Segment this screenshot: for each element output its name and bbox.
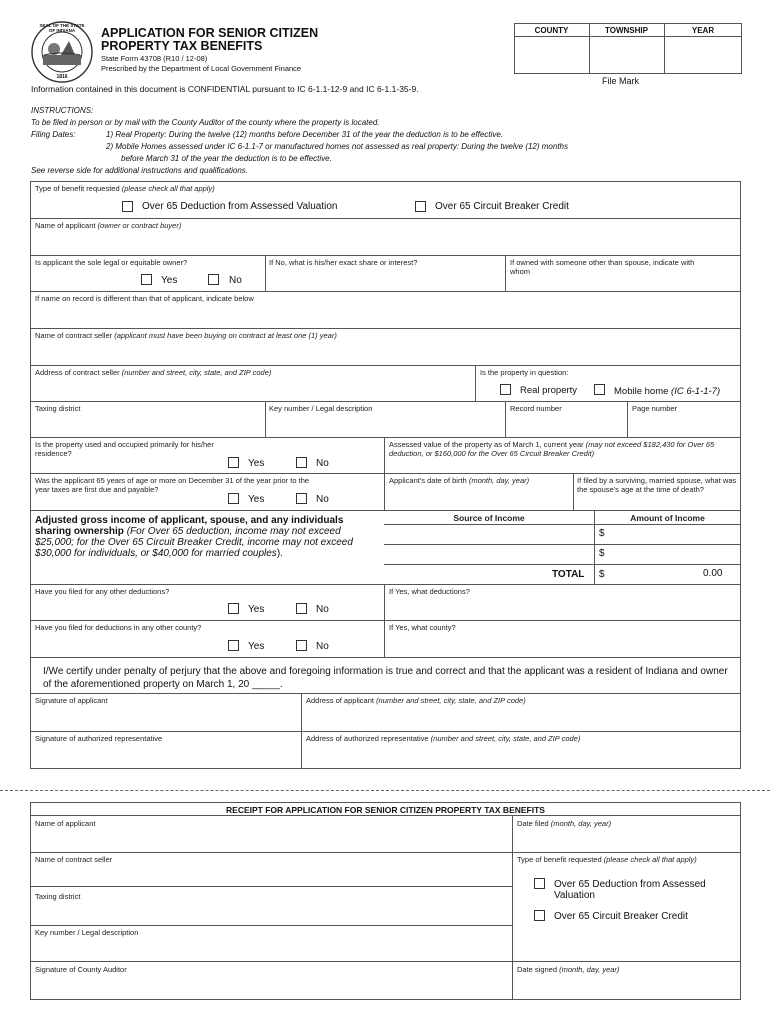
county-input[interactable] (515, 37, 588, 73)
real-property-checkbox[interactable] (500, 384, 511, 395)
what-county-input[interactable] (385, 633, 740, 656)
seal-year: 1816 (56, 74, 68, 80)
filing-item2: 2) Mobile Homes assessed under IC 6-1.1-7 or manufactured homes not assessed as real property: During the twelve (12) months (106, 142, 568, 151)
seller-name-input[interactable] (31, 341, 740, 364)
circuit-breaker-label: Over 65 Circuit Breaker Credit (435, 201, 569, 212)
form-title-line2: PROPERTY TAX BENEFITS (101, 39, 263, 53)
other-deductions-yes-checkbox[interactable] (228, 603, 239, 614)
township-input[interactable] (590, 37, 663, 73)
form-title-line1: APPLICATION FOR SENIOR CITIZEN (101, 26, 319, 40)
other-deductions-yes-label: Yes (248, 604, 265, 615)
township-label: TOWNSHIP (605, 26, 648, 35)
other-county-yes-label: Yes (248, 641, 265, 652)
receipt-over65-deduction-line1: Over 65 Deduction from Assessed (554, 879, 706, 890)
income-source-2-input[interactable] (385, 545, 593, 563)
page-number-input[interactable] (628, 414, 740, 436)
residence-yes-checkbox[interactable] (228, 457, 239, 468)
receipt-date-filed-input[interactable] (513, 829, 740, 851)
receipt-benefit-type-label: Type of benefit requested (please check all that apply) (517, 855, 697, 864)
receipt-seller-name-input[interactable] (31, 865, 511, 885)
other-county-label: Have you filed for deductions in any other county? (35, 623, 202, 632)
other-county-no-label: No (316, 641, 329, 652)
other-deductions-label: Have you filed for any other deductions? (35, 587, 170, 596)
year-input[interactable] (665, 37, 741, 73)
applicant-name-label: Name of applicant (owner or contract buyer) (35, 221, 182, 230)
owned-with-label: If owned with someone other than spouse, indicate with whom (510, 258, 695, 276)
income-source-1-input[interactable] (385, 525, 593, 543)
receipt-auditor-sig-label: Signature of County Auditor (35, 965, 127, 974)
what-deductions-label: If Yes, what deductions? (389, 587, 470, 596)
applicant-name-input[interactable] (31, 231, 740, 254)
receipt-title: RECEIPT FOR APPLICATION FOR SENIOR CITIZEN PROPERTY TAX BENEFITS (226, 805, 545, 815)
key-number-label: Key number / Legal description (269, 404, 373, 413)
source-income-label: Source of Income (453, 513, 525, 523)
filing-item1: 1) Real Property: During the twelve (12) months before December 31 of the year the deduction is to be effective. (106, 130, 504, 139)
seal-text: SEAL OF THE STATE OF INDIANA (39, 23, 85, 33)
instructions-heading: INSTRUCTIONS: (31, 106, 94, 115)
receipt-taxing-district-label: Taxing district (35, 892, 81, 901)
name-record-input[interactable] (31, 304, 740, 327)
dob-input[interactable] (385, 486, 572, 509)
prescribed-by: Prescribed by the Department of Local Government Finance (101, 64, 302, 73)
receipt-date-filed-label: Date filed (month, day, year) (517, 819, 612, 828)
seller-address-input[interactable] (31, 378, 474, 400)
income-dollar-2: $ (599, 548, 605, 559)
total-dollar: $ (599, 569, 605, 580)
record-number-input[interactable] (506, 414, 626, 436)
assessed-value-label: Assessed value of the property as of March 1, current year (may not exceed $182,430 for Over 65 deduction, or $160,000 for the Over 65 Circuit Breaker Credit) (389, 440, 715, 458)
key-number-input[interactable] (266, 414, 504, 436)
receipt-applicant-name-label: Name of applicant (35, 819, 96, 828)
income-dollar-1: $ (599, 528, 605, 539)
year-label: YEAR (691, 26, 715, 35)
owned-with-input[interactable] (506, 276, 740, 290)
address-rep-input[interactable] (302, 744, 740, 768)
seller-name-label: Name of contract seller (applicant must have been buying on contract at least one (1) year) (35, 331, 337, 340)
circuit-breaker-checkbox[interactable] (415, 201, 426, 212)
receipt-applicant-name-input[interactable] (31, 829, 511, 851)
other-county-yes-checkbox[interactable] (228, 640, 239, 651)
receipt-over65-deduction-line2: Valuation (554, 890, 595, 901)
instructions-line1: To be filed in person or by mail with the County Auditor of the county where the property is located. (31, 118, 380, 127)
receipt-over65-deduction-checkbox[interactable] (534, 878, 545, 889)
filing-item2-cont: before March 31 of the year the deduction is to be effective. (121, 154, 332, 163)
receipt-circuit-breaker-checkbox[interactable] (534, 910, 545, 921)
cut-line (0, 790, 770, 791)
mobile-home-checkbox[interactable] (594, 384, 605, 395)
residence-no-label: No (316, 458, 329, 469)
name-record-label: If name on record is different than that of applicant, indicate below (35, 294, 254, 303)
sig-applicant-input[interactable] (31, 706, 300, 730)
residence-label: Is the property used and occupied primarily for his/her residence? (35, 440, 214, 458)
taxing-district-input[interactable] (31, 414, 264, 436)
seller-address-label: Address of contract seller (number and street, city, state, and ZIP code) (35, 368, 272, 377)
sole-owner-no-label: No (229, 275, 242, 286)
certification-text: I/We certify under penalty of perjury that the above and foregoing information is true and correct and that the applicant was a resident of Indiana and owner of the aforementioned property on March 1, 20 _____. (43, 666, 728, 690)
reverse-side-note: See reverse side for additional instructions and qualifications. (31, 166, 249, 175)
share-label: If No, what is his/her exact share or interest? (269, 258, 418, 267)
receipt-seller-name-label: Name of contract seller (35, 855, 113, 864)
address-applicant-input[interactable] (302, 706, 740, 730)
spouse-age-input[interactable] (574, 499, 740, 509)
total-label: TOTAL (552, 569, 585, 580)
taxing-district-label: Taxing district (35, 404, 81, 413)
real-property-label: Real property (520, 385, 578, 396)
sole-owner-no-checkbox[interactable] (208, 274, 219, 285)
file-mark: File Mark (602, 76, 640, 86)
sole-owner-label: Is applicant the sole legal or equitable owner? (35, 258, 188, 267)
address-rep-label: Address of authorized representative (number and street, city, state, and ZIP code) (306, 734, 581, 743)
county-label: COUNTY (534, 26, 569, 35)
form-number: State Form 43708 (R10 / 12-08) (101, 54, 208, 63)
spouse-age-label: If filed by a surviving, married spouse, what was the spouse's age at the time of death? (577, 476, 737, 494)
other-deductions-no-checkbox[interactable] (296, 603, 307, 614)
sig-applicant-label: Signature of applicant (35, 696, 108, 705)
income-amount-2-input[interactable] (610, 545, 740, 563)
sole-owner-yes-checkbox[interactable] (141, 274, 152, 285)
what-deductions-input[interactable] (385, 597, 740, 620)
amount-income-label: Amount of Income (630, 513, 705, 523)
residence-no-checkbox[interactable] (296, 457, 307, 468)
sig-rep-input[interactable] (31, 744, 300, 768)
receipt-key-number-label: Key number / Legal description (35, 928, 139, 937)
receipt-circuit-breaker-label: Over 65 Circuit Breaker Credit (554, 911, 688, 922)
over65-deduction-checkbox[interactable] (122, 201, 133, 212)
age-yes-checkbox[interactable] (228, 493, 239, 504)
age-no-checkbox[interactable] (296, 493, 307, 504)
assessed-value-input[interactable] (385, 458, 740, 472)
age-yes-label: Yes (248, 494, 265, 505)
address-applicant-label: Address of applicant (number and street, city, state, and ZIP code) (306, 696, 526, 705)
benefit-type-label: Type of benefit requested (please check all that apply) (35, 184, 215, 193)
residence-yes-label: Yes (248, 458, 265, 469)
record-number-label: Record number (510, 404, 562, 413)
over65-deduction-label: Over 65 Deduction from Assessed Valuation (142, 201, 338, 212)
age-label: Was the applicant 65 years of age or more on December 31 of the year prior to the year taxes are first due and payable? (35, 476, 310, 494)
receipt-taxing-district-input[interactable] (31, 902, 511, 924)
other-deductions-no-label: No (316, 604, 329, 615)
share-input[interactable] (266, 268, 504, 290)
mobile-home-label: Mobile home (IC 6-1-1-7) (614, 386, 721, 397)
receipt-key-number-input[interactable] (31, 938, 511, 960)
what-county-label: If Yes, what county? (389, 623, 456, 632)
dob-label: Applicant's date of birth (month, day, year) (389, 476, 530, 485)
other-county-no-checkbox[interactable] (296, 640, 307, 651)
filing-dates-label: Filing Dates: (31, 130, 76, 139)
sig-rep-label: Signature of authorized representative (35, 734, 163, 743)
income-amount-1-input[interactable] (610, 525, 740, 543)
income-heading: Adjusted gross income of applicant, spouse, and any individuals sharing ownership (For Over 65 deduction, income may not exceed $25,000; for the Over 65 Circuit Breaker Credit, income may not exceed $30,000 for individuals, or $40,000 for married couples). (35, 515, 353, 559)
receipt-date-signed-label: Date signed (month, day, year) (517, 965, 620, 974)
age-no-label: No (316, 494, 329, 505)
confidential-notice: Information contained in this document is CONFIDENTIAL pursuant to IC 6-1.1-12-9 and IC 6-1.1-35-9. (31, 84, 419, 94)
page-number-label: Page number (632, 404, 678, 413)
property-question-label: Is the property in question: (480, 368, 569, 377)
total-value: 0.00 (703, 568, 723, 579)
receipt-auditor-sig-input[interactable] (31, 975, 511, 999)
receipt-date-signed-input[interactable] (513, 975, 740, 999)
sole-owner-yes-label: Yes (161, 275, 178, 286)
